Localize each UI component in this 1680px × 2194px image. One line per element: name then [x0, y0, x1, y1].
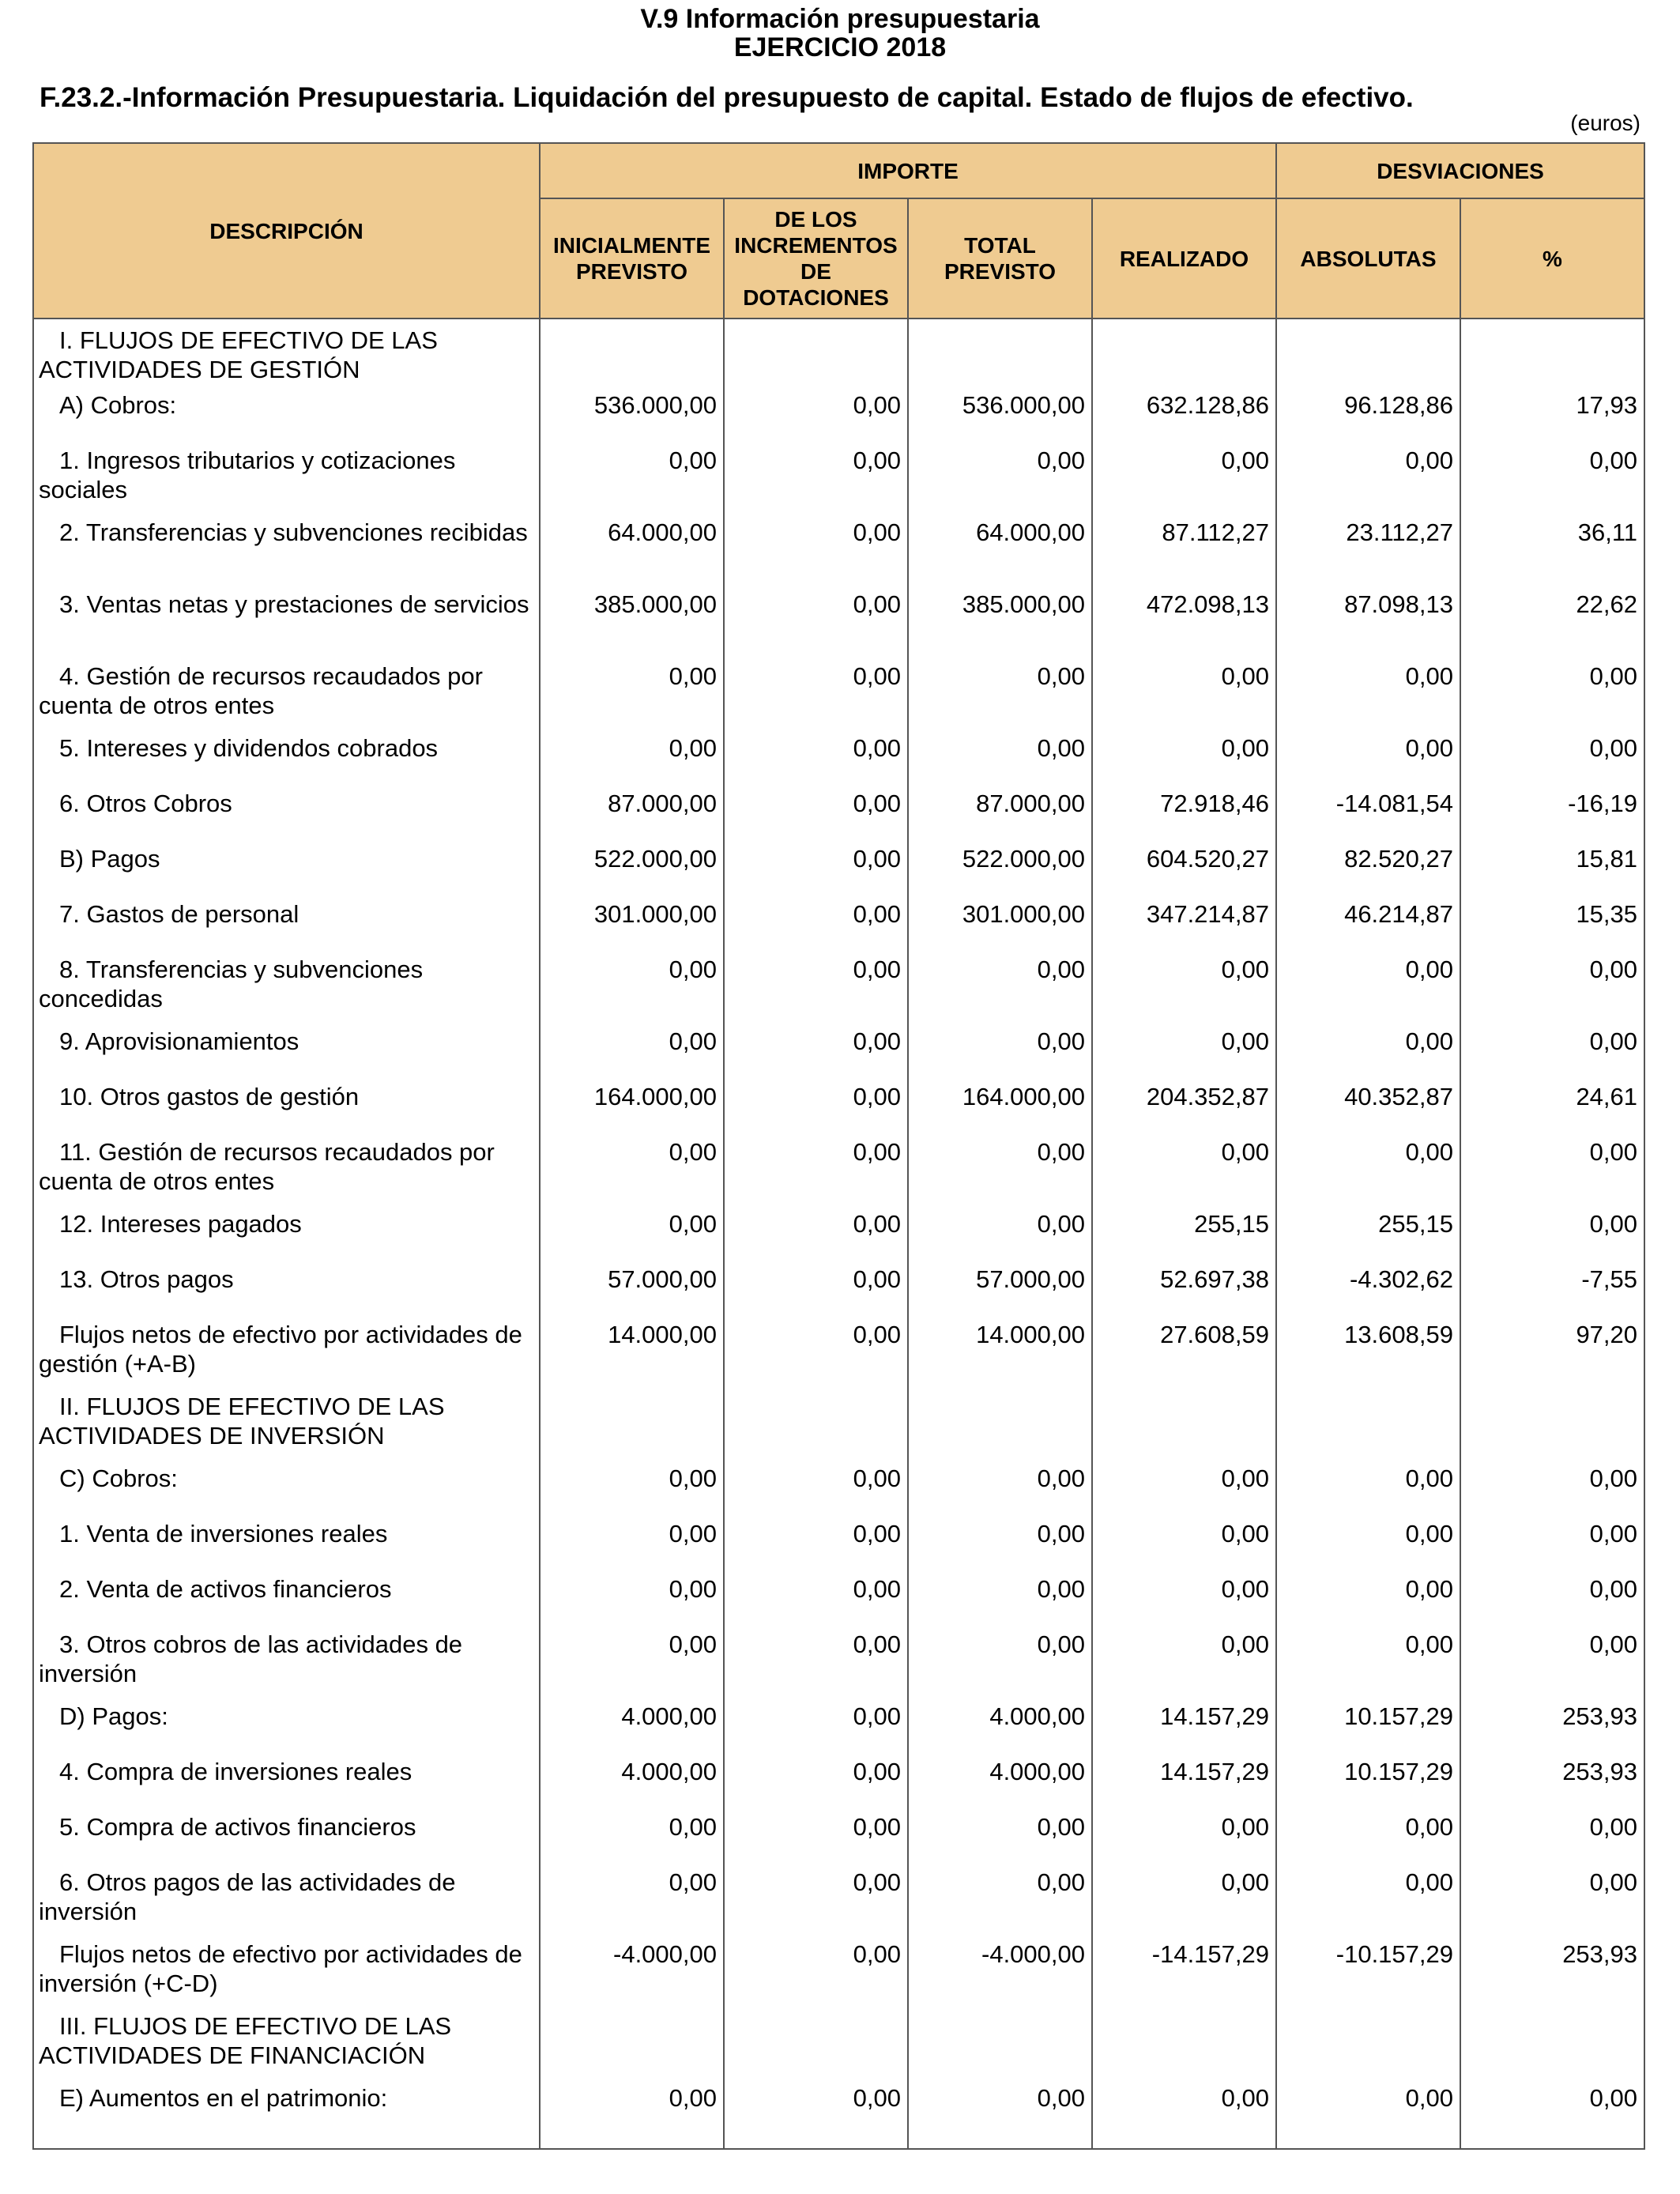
- row-description: D) Pagos:: [33, 1695, 540, 1751]
- header-realizado: REALIZADO: [1092, 198, 1276, 319]
- row-value: 10.157,29: [1276, 1695, 1460, 1751]
- row-value: 301.000,00: [908, 893, 1092, 948]
- row-description: 3. Otros cobros de las actividades de inversión: [33, 1623, 540, 1695]
- row-value: [1092, 2005, 1276, 2077]
- units-label: (euros): [1570, 111, 1640, 135]
- table-row: [33, 1131, 1644, 1203]
- row-value: 0,00: [724, 782, 908, 838]
- row-value: 0,00: [1460, 655, 1644, 727]
- form-subtitle: F.23.2.-Información Presupuestaria. Liquidación del presupuesto de capital. Estado de flujos de efectivo.: [40, 82, 1414, 113]
- header-incrementos-dotaciones: DE LOS INCREMENTOS DE DOTACIONES: [724, 198, 908, 319]
- row-value: 40.352,87: [1276, 1076, 1460, 1131]
- row-value: 0,00: [1276, 1861, 1460, 1933]
- row-description: 9. Aprovisionamientos: [33, 1020, 540, 1076]
- row-description: B) Pagos: [33, 838, 540, 893]
- row-value: 87.112,27: [1092, 511, 1276, 583]
- table-row: [33, 1695, 1644, 1751]
- row-description: 5. Intereses y dividendos cobrados: [33, 727, 540, 782]
- table-row: [33, 1933, 1644, 2005]
- row-value: 0,00: [540, 1131, 724, 1203]
- table-row: [33, 1457, 1644, 1513]
- row-value: 0,00: [724, 1861, 908, 1933]
- row-value: [724, 319, 908, 384]
- row-value: 164.000,00: [908, 1076, 1092, 1131]
- table-row: [33, 439, 1644, 511]
- row-value: 4.000,00: [908, 1751, 1092, 1806]
- row-value: 385.000,00: [908, 583, 1092, 655]
- row-value: 0,00: [1460, 1861, 1644, 1933]
- row-value: 472.098,13: [1092, 583, 1276, 655]
- row-value: 24,61: [1460, 1076, 1644, 1131]
- row-value: -7,55: [1460, 1258, 1644, 1314]
- row-value: 0,00: [724, 1203, 908, 1258]
- table-row: [33, 319, 1644, 384]
- row-value: 0,00: [1460, 1131, 1644, 1203]
- row-value: 0,00: [724, 1695, 908, 1751]
- row-value: 14.157,29: [1092, 1695, 1276, 1751]
- row-value: 0,00: [540, 727, 724, 782]
- row-value: 0,00: [724, 1457, 908, 1513]
- row-description: E) Aumentos en el patrimonio:: [33, 2077, 540, 2149]
- row-value: 14.000,00: [540, 1314, 724, 1385]
- row-value: 0,00: [724, 1131, 908, 1203]
- row-value: [908, 319, 1092, 384]
- report-title: V.9 Información presupuestaria: [640, 4, 1040, 34]
- row-value: 46.214,87: [1276, 893, 1460, 948]
- row-value: 87.000,00: [908, 782, 1092, 838]
- row-value: 0,00: [1460, 948, 1644, 1020]
- table-row: [33, 1020, 1644, 1076]
- row-description: C) Cobros:: [33, 1457, 540, 1513]
- row-description: 10. Otros gastos de gestión: [33, 1076, 540, 1131]
- row-value: 57.000,00: [540, 1258, 724, 1314]
- row-value: 385.000,00: [540, 583, 724, 655]
- table-row: [33, 782, 1644, 838]
- row-description: 4. Gestión de recursos recaudados por cuenta de otros entes: [33, 655, 540, 727]
- row-description: 6. Otros pagos de las actividades de inversión: [33, 1861, 540, 1933]
- row-value: -4.302,62: [1276, 1258, 1460, 1314]
- row-description: 2. Transferencias y subvenciones recibidas: [33, 511, 540, 583]
- row-description: 4. Compra de inversiones reales: [33, 1751, 540, 1806]
- row-value: 17,93: [1460, 384, 1644, 439]
- row-value: -4.000,00: [908, 1933, 1092, 2005]
- row-value: 15,35: [1460, 893, 1644, 948]
- row-value: 522.000,00: [908, 838, 1092, 893]
- row-value: 0,00: [724, 727, 908, 782]
- row-value: 4.000,00: [540, 1751, 724, 1806]
- header-group-desviaciones: DESVIACIONES: [1276, 143, 1644, 198]
- row-value: 0,00: [1092, 727, 1276, 782]
- row-value: -4.000,00: [540, 1933, 724, 2005]
- row-value: 164.000,00: [540, 1076, 724, 1131]
- row-value: 72.918,46: [1092, 782, 1276, 838]
- header-porcentaje: %: [1460, 198, 1644, 319]
- row-value: 0,00: [908, 1457, 1092, 1513]
- row-value: 255,15: [1092, 1203, 1276, 1258]
- table-row: [33, 1513, 1644, 1568]
- row-value: 97,20: [1460, 1314, 1644, 1385]
- row-value: 0,00: [540, 439, 724, 511]
- row-value: 0,00: [1276, 655, 1460, 727]
- row-value: 0,00: [540, 948, 724, 1020]
- row-value: 27.608,59: [1092, 1314, 1276, 1385]
- row-value: 0,00: [1092, 2077, 1276, 2149]
- row-value: 0,00: [1460, 1513, 1644, 1568]
- row-value: 0,00: [1276, 2077, 1460, 2149]
- table-row: [33, 1203, 1644, 1258]
- row-value: 0,00: [724, 1258, 908, 1314]
- row-value: 0,00: [1092, 1131, 1276, 1203]
- row-value: 87.000,00: [540, 782, 724, 838]
- header-absolutas: ABSOLUTAS: [1276, 198, 1460, 319]
- row-value: 0,00: [724, 1806, 908, 1861]
- row-description: 1. Venta de inversiones reales: [33, 1513, 540, 1568]
- row-value: 0,00: [724, 655, 908, 727]
- row-value: 0,00: [908, 1568, 1092, 1623]
- row-value: 0,00: [908, 1806, 1092, 1861]
- row-value: 0,00: [540, 655, 724, 727]
- row-value: 0,00: [1276, 1806, 1460, 1861]
- row-value: 0,00: [724, 1751, 908, 1806]
- row-value: 0,00: [908, 948, 1092, 1020]
- row-value: [724, 1385, 908, 1457]
- row-value: 255,15: [1276, 1203, 1460, 1258]
- row-value: 0,00: [908, 655, 1092, 727]
- row-value: 0,00: [1460, 1020, 1644, 1076]
- row-value: 0,00: [1092, 1568, 1276, 1623]
- table-row: [33, 1385, 1644, 1457]
- row-value: 0,00: [908, 727, 1092, 782]
- row-description: 13. Otros pagos: [33, 1258, 540, 1314]
- row-value: 14.157,29: [1092, 1751, 1276, 1806]
- row-value: -16,19: [1460, 782, 1644, 838]
- row-value: -14.081,54: [1276, 782, 1460, 838]
- row-value: [1460, 2005, 1644, 2077]
- row-value: 253,93: [1460, 1751, 1644, 1806]
- table-row: [33, 1623, 1644, 1695]
- row-value: 64.000,00: [908, 511, 1092, 583]
- row-value: [724, 2005, 908, 2077]
- row-value: 15,81: [1460, 838, 1644, 893]
- row-value: 23.112,27: [1276, 511, 1460, 583]
- row-value: 4.000,00: [908, 1695, 1092, 1751]
- row-value: 0,00: [724, 1076, 908, 1131]
- row-value: 0,00: [1460, 2077, 1644, 2149]
- row-value: 13.608,59: [1276, 1314, 1460, 1385]
- header-total-previsto: TOTAL PREVISTO: [908, 198, 1092, 319]
- row-value: 0,00: [1092, 1806, 1276, 1861]
- row-value: 0,00: [724, 1513, 908, 1568]
- table-row: [33, 583, 1644, 655]
- row-value: 0,00: [724, 583, 908, 655]
- row-value: 0,00: [540, 1568, 724, 1623]
- row-value: 0,00: [540, 1861, 724, 1933]
- row-value: 0,00: [1092, 1623, 1276, 1695]
- row-value: 0,00: [724, 948, 908, 1020]
- row-description: 7. Gastos de personal: [33, 893, 540, 948]
- row-value: 0,00: [908, 1861, 1092, 1933]
- row-value: 632.128,86: [1092, 384, 1276, 439]
- row-value: 0,00: [724, 511, 908, 583]
- row-value: 0,00: [724, 1314, 908, 1385]
- row-value: 0,00: [1460, 727, 1644, 782]
- header-group-importe: IMPORTE: [540, 143, 1276, 198]
- row-value: 0,00: [540, 1806, 724, 1861]
- table-body: [33, 319, 1644, 2149]
- cash-flow-table: [32, 142, 1645, 2150]
- row-value: 52.697,38: [1092, 1258, 1276, 1314]
- row-value: -10.157,29: [1276, 1933, 1460, 2005]
- row-description: A) Cobros:: [33, 384, 540, 439]
- row-value: 0,00: [908, 1623, 1092, 1695]
- row-value: -14.157,29: [1092, 1933, 1276, 2005]
- row-description: 11. Gestión de recursos recaudados por cuenta de otros entes: [33, 1131, 540, 1203]
- row-value: 0,00: [1276, 1568, 1460, 1623]
- row-value: [1276, 319, 1460, 384]
- row-value: 0,00: [1460, 1203, 1644, 1258]
- row-description: II. FLUJOS DE EFECTIVO DE LAS ACTIVIDADES DE INVERSIÓN: [33, 1385, 540, 1457]
- row-value: [908, 2005, 1092, 2077]
- row-value: 0,00: [724, 838, 908, 893]
- row-description: 8. Transferencias y subvenciones concedidas: [33, 948, 540, 1020]
- row-value: 0,00: [1460, 1457, 1644, 1513]
- row-value: 604.520,27: [1092, 838, 1276, 893]
- row-description: 12. Intereses pagados: [33, 1203, 540, 1258]
- row-value: 0,00: [540, 1513, 724, 1568]
- row-value: 0,00: [908, 439, 1092, 511]
- row-value: 0,00: [1460, 1623, 1644, 1695]
- row-value: 0,00: [1092, 1861, 1276, 1933]
- row-value: 0,00: [1092, 439, 1276, 511]
- header-inicialmente-previsto: INICIALMENTE PREVISTO: [540, 198, 724, 319]
- row-value: 0,00: [724, 439, 908, 511]
- row-value: [1276, 1385, 1460, 1457]
- row-value: 0,00: [540, 1457, 724, 1513]
- row-value: 0,00: [540, 1623, 724, 1695]
- table-row: [33, 1806, 1644, 1861]
- row-value: 87.098,13: [1276, 583, 1460, 655]
- row-value: 0,00: [1092, 655, 1276, 727]
- row-value: 0,00: [540, 1020, 724, 1076]
- row-value: [540, 2005, 724, 2077]
- row-value: 0,00: [724, 1623, 908, 1695]
- row-value: [1276, 2005, 1460, 2077]
- row-value: 96.128,86: [1276, 384, 1460, 439]
- row-value: 347.214,87: [1092, 893, 1276, 948]
- row-value: 0,00: [1276, 1131, 1460, 1203]
- row-value: 0,00: [1276, 439, 1460, 511]
- row-value: 0,00: [1276, 948, 1460, 1020]
- table-row: [33, 727, 1644, 782]
- row-description: 2. Venta de activos financieros: [33, 1568, 540, 1623]
- table-row: [33, 2005, 1644, 2077]
- table-row: [33, 1751, 1644, 1806]
- table-row: [33, 1314, 1644, 1385]
- row-value: 0,00: [908, 1131, 1092, 1203]
- row-value: [1460, 1385, 1644, 1457]
- row-value: 253,93: [1460, 1933, 1644, 2005]
- row-value: 536.000,00: [540, 384, 724, 439]
- row-value: 10.157,29: [1276, 1751, 1460, 1806]
- row-value: 0,00: [724, 1933, 908, 2005]
- row-value: 0,00: [1276, 1020, 1460, 1076]
- row-value: 0,00: [908, 1513, 1092, 1568]
- table-row: [33, 1568, 1644, 1623]
- row-description: 5. Compra de activos financieros: [33, 1806, 540, 1861]
- row-value: 0,00: [724, 1568, 908, 1623]
- row-value: 0,00: [724, 2077, 908, 2149]
- row-value: 0,00: [1276, 1457, 1460, 1513]
- row-value: 0,00: [1460, 1568, 1644, 1623]
- table-row: [33, 948, 1644, 1020]
- table-row: [33, 655, 1644, 727]
- table-row: [33, 511, 1644, 583]
- row-value: 0,00: [724, 384, 908, 439]
- row-value: 0,00: [908, 2077, 1092, 2149]
- row-value: 0,00: [1092, 1020, 1276, 1076]
- row-value: [1092, 1385, 1276, 1457]
- row-value: 0,00: [1276, 727, 1460, 782]
- row-description: Flujos netos de efectivo por actividades de gestión (+A-B): [33, 1314, 540, 1385]
- table-row: [33, 384, 1644, 439]
- row-value: 0,00: [724, 893, 908, 948]
- report-year: EJERCICIO 2018: [733, 32, 947, 62]
- row-value: 0,00: [724, 1020, 908, 1076]
- table-row: [33, 1076, 1644, 1131]
- row-value: [540, 319, 724, 384]
- row-value: 536.000,00: [908, 384, 1092, 439]
- row-value: 0,00: [1092, 1457, 1276, 1513]
- row-value: 4.000,00: [540, 1695, 724, 1751]
- row-value: [1092, 319, 1276, 384]
- row-value: 0,00: [540, 2077, 724, 2149]
- row-value: 0,00: [1092, 948, 1276, 1020]
- row-value: 22,62: [1460, 583, 1644, 655]
- row-value: 64.000,00: [540, 511, 724, 583]
- row-value: 57.000,00: [908, 1258, 1092, 1314]
- row-description: I. FLUJOS DE EFECTIVO DE LAS ACTIVIDADES DE GESTIÓN: [33, 319, 540, 384]
- row-value: 522.000,00: [540, 838, 724, 893]
- row-value: 36,11: [1460, 511, 1644, 583]
- row-value: 0,00: [908, 1203, 1092, 1258]
- row-value: 14.000,00: [908, 1314, 1092, 1385]
- row-description: III. FLUJOS DE EFECTIVO DE LAS ACTIVIDADES DE FINANCIACIÓN: [33, 2005, 540, 2077]
- row-description: Flujos netos de efectivo por actividades de inversión (+C-D): [33, 1933, 540, 2005]
- row-value: 0,00: [1276, 1623, 1460, 1695]
- row-value: [908, 1385, 1092, 1457]
- row-value: 0,00: [1460, 1806, 1644, 1861]
- table-row: [33, 1861, 1644, 1933]
- header-descripcion: DESCRIPCIÓN: [33, 143, 540, 319]
- row-value: [540, 1385, 724, 1457]
- row-value: 0,00: [1276, 1513, 1460, 1568]
- row-description: 6. Otros Cobros: [33, 782, 540, 838]
- table-row: [33, 1258, 1644, 1314]
- row-value: 0,00: [540, 1203, 724, 1258]
- row-value: 301.000,00: [540, 893, 724, 948]
- row-value: 0,00: [1092, 1513, 1276, 1568]
- row-value: 0,00: [908, 1020, 1092, 1076]
- row-value: 0,00: [1460, 439, 1644, 511]
- table-row: [33, 838, 1644, 893]
- row-value: 253,93: [1460, 1695, 1644, 1751]
- row-description: 3. Ventas netas y prestaciones de servicios: [33, 583, 540, 655]
- row-value: 82.520,27: [1276, 838, 1460, 893]
- row-value: 204.352,87: [1092, 1076, 1276, 1131]
- table-row: [33, 2077, 1644, 2149]
- row-description: 1. Ingresos tributarios y cotizaciones sociales: [33, 439, 540, 511]
- table-row: [33, 893, 1644, 948]
- row-value: [1460, 319, 1644, 384]
